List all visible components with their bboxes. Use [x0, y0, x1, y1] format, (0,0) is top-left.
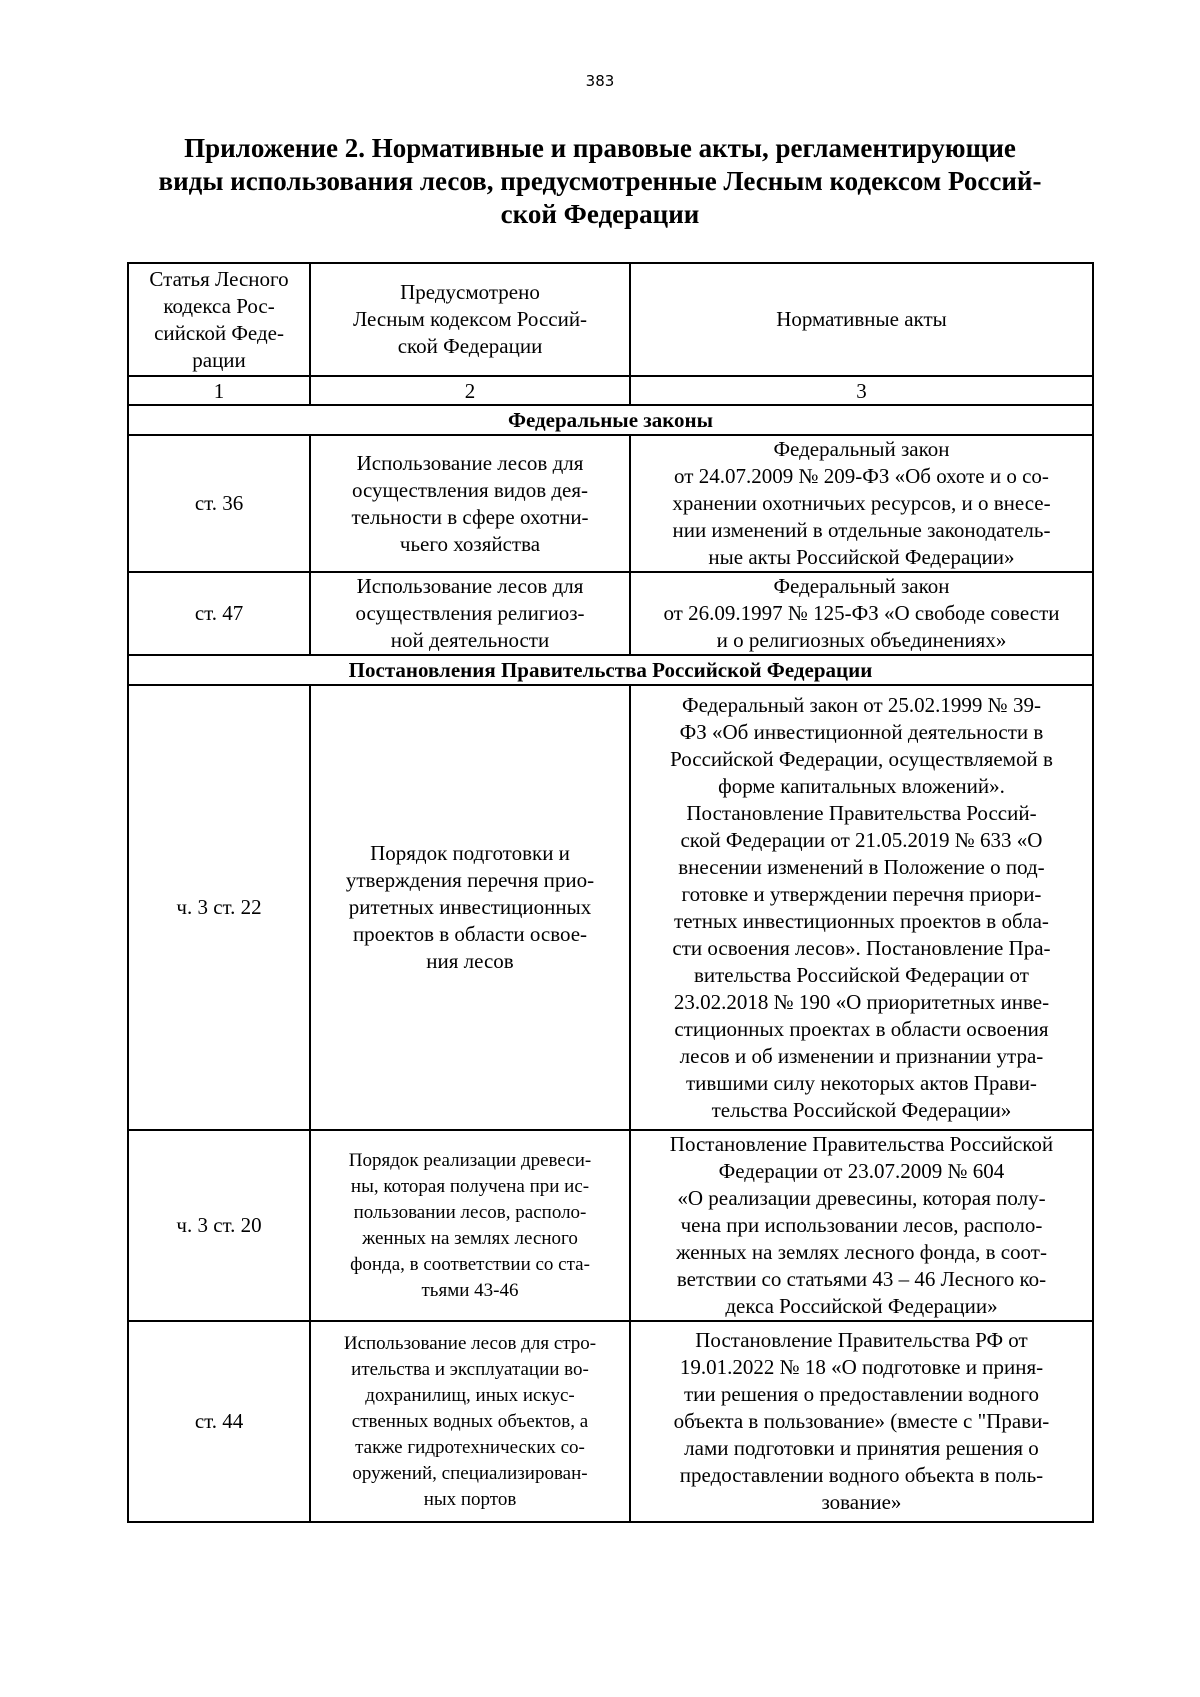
- table-row: [128, 572, 1093, 655]
- cell-line: Федеральный закон: [773, 437, 950, 461]
- cell-line: Постановление Правительства РФ от: [695, 1328, 1028, 1352]
- column-number-row: [128, 376, 1093, 405]
- cell-line: ния лесов: [426, 949, 514, 973]
- table-row: [128, 1130, 1093, 1321]
- cell-line: декса Российской Федерации»: [725, 1294, 998, 1318]
- column-number: 1: [128, 376, 310, 405]
- cell-line: сти освоения лесов». Постановление Пра-: [672, 935, 1051, 960]
- cell-line: 19.01.2022 № 18 «О подготовке и приня-: [679, 1355, 1044, 1379]
- article-cell: ст. 47: [128, 572, 310, 655]
- article-cell: ч. 3 ст. 20: [128, 1130, 310, 1321]
- cell-line: ветствии со статьями 43 – 46 Лесного ко-: [676, 1267, 1047, 1291]
- cell-line: ной деятельности: [390, 628, 550, 652]
- cell-line: тьями 43-46: [421, 1279, 519, 1301]
- cell-line: ные акты Российской Федерации»: [708, 545, 1015, 569]
- cell-line: тельности в сфере охотни-: [351, 504, 589, 529]
- header-line: Предусмотрено: [400, 280, 540, 304]
- header-line: сийской Феде-: [154, 320, 284, 345]
- cell-line: зование»: [821, 1490, 902, 1514]
- cell-line: чена при использовании лесов, располо-: [680, 1213, 1043, 1237]
- cell-line: утверждения перечня прио-: [345, 868, 595, 892]
- cell-line: Федеральный закон: [773, 574, 950, 598]
- header-line: Нормативные акты: [776, 307, 947, 331]
- article-cell: ст. 36: [128, 435, 310, 572]
- cell-line: «О реализации древесины, которая полу-: [677, 1186, 1046, 1210]
- header-article: [128, 263, 310, 376]
- header-acts: [630, 263, 1093, 376]
- cell-line: ской Федерации от 21.05.2019 № 633 «О: [680, 827, 1043, 852]
- cell-line: проектов в области освое-: [352, 922, 588, 946]
- cell-line: ФЗ «Об инвестиционной деятельности в: [679, 719, 1044, 744]
- cell-line: Использование лесов для: [356, 450, 584, 475]
- cell-line: нии изменений в отдельные законодатель-: [672, 518, 1051, 542]
- header-line: ской Федерации: [397, 334, 543, 358]
- section-row: [128, 405, 1093, 435]
- table-header-row: [128, 263, 1093, 376]
- header-line: кодекса Рос-: [163, 293, 275, 318]
- cell-line: ственных водных объектов, а: [351, 1410, 589, 1432]
- cell-line: пользовании лесов, располо-: [353, 1201, 587, 1223]
- cell-line: ритетных инвестиционных: [348, 895, 592, 919]
- acts-cell: [630, 685, 1093, 1130]
- provision-cell: [310, 435, 630, 572]
- cell-line: женных на землях лесного: [362, 1227, 578, 1249]
- column-number: 2: [310, 376, 630, 405]
- header-provision: [310, 263, 630, 376]
- cell-line: от 26.09.1997 № 125-ФЗ «О свободе совести: [663, 601, 1060, 625]
- cell-line: также гидротехнических со-: [355, 1436, 585, 1458]
- cell-line: от 24.07.2009 № 209-ФЗ «Об охоте и о со-: [674, 464, 1049, 488]
- cell-line: осуществления религиоз-: [355, 601, 585, 625]
- header-line: Статья Лесного: [149, 266, 289, 291]
- cell-line: Порядок подготовки и: [370, 841, 570, 865]
- cell-line: тельства Российской Федерации»: [711, 1097, 1012, 1122]
- section-row: [128, 655, 1093, 685]
- cell-line: Использование лесов для: [356, 574, 584, 598]
- cell-line: и о религиозных объединениях»: [716, 628, 1007, 652]
- cell-line: объекта в пользование» (вместе с "Прави-: [673, 1409, 1050, 1433]
- cell-line: предоставлении водного объекта в поль-: [679, 1463, 1044, 1487]
- table-row: [128, 1321, 1093, 1522]
- cell-line: Постановление Правительства Российской: [669, 1132, 1054, 1156]
- cell-line: фонда, в соответствии со ста-: [350, 1253, 590, 1275]
- cell-line: лесов и об изменении и признании утра-: [679, 1043, 1044, 1068]
- cell-line: ных портов: [423, 1488, 517, 1510]
- header-line: рации: [192, 347, 246, 372]
- cell-line: Федерации от 23.07.2009 № 604: [718, 1159, 1005, 1183]
- cell-line: тии решения о предоставлении водного: [683, 1382, 1039, 1406]
- appendix-title: [118, 132, 1082, 231]
- cell-line: внесении изменений в Положение о под-: [678, 854, 1045, 879]
- cell-line: стиционных проектах в области освоения: [674, 1016, 1049, 1041]
- acts-cell: [630, 572, 1093, 655]
- section-federal-laws: Федеральные законы: [128, 405, 1093, 435]
- cell-line: Российской Федерации, осуществляемой в: [670, 746, 1053, 771]
- cell-line: тетных инвестиционных проектов в обла-: [674, 908, 1049, 933]
- cell-line: 23.02.2018 № 190 «О приоритетных инве-: [673, 989, 1050, 1014]
- provision-cell: [310, 1321, 630, 1522]
- cell-line: тившими силу некоторых актов Прави-: [686, 1070, 1037, 1095]
- provision-cell: [310, 685, 630, 1130]
- cell-line: вительства Российской Федерации от: [693, 962, 1029, 987]
- cell-line: Использование лесов для стро-: [343, 1332, 597, 1354]
- cell-line: чьего хозяйства: [399, 531, 541, 556]
- acts-cell: [630, 1130, 1093, 1321]
- cell-line: женных на землях лесного фонда, в соот-: [676, 1240, 1047, 1264]
- acts-cell: [630, 1321, 1093, 1522]
- provision-cell: [310, 572, 630, 655]
- article-cell: ч. 3 ст. 22: [128, 685, 310, 1130]
- cell-line: Постановление Правительства Россий-: [686, 800, 1037, 825]
- title-line: Приложение 2. Нормативные и правовые акты, регламентирующие: [184, 133, 1016, 163]
- title-line: виды использования лесов, предусмотренные Лесным кодексом Россий-: [158, 166, 1042, 196]
- table-row: [128, 685, 1093, 1130]
- cell-line: оружений, специализирован-: [352, 1462, 588, 1484]
- section-government: Постановления Правительства Российской Федерации: [128, 655, 1093, 685]
- provision-cell: [310, 1130, 630, 1321]
- cell-line: лами подготовки и принятия решения о: [684, 1436, 1039, 1460]
- cell-line: Федеральный закон от 25.02.1999 № 39-: [681, 692, 1041, 717]
- acts-cell: [630, 435, 1093, 572]
- header-line: Лесным кодексом Россий-: [352, 307, 588, 331]
- page-number: 383: [585, 72, 615, 90]
- cell-line: дохранилищ, иных искус-: [365, 1384, 575, 1406]
- article-cell: ст. 44: [128, 1321, 310, 1522]
- column-number: 3: [630, 376, 1093, 405]
- normative-acts-table: [127, 262, 1094, 1523]
- cell-line: хранении охотничьих ресурсов, и о внесе-: [672, 491, 1051, 515]
- cell-line: осуществления видов дея-: [351, 477, 589, 502]
- cell-line: ительства и эксплуатации во-: [351, 1358, 589, 1380]
- title-line: ской Федерации: [500, 199, 700, 229]
- cell-line: Порядок реализации древеси-: [348, 1149, 592, 1171]
- cell-line: ны, которая получена при ис-: [350, 1175, 590, 1197]
- table-row: [128, 435, 1093, 572]
- cell-line: готовке и утверждении перечня приори-: [681, 881, 1042, 906]
- cell-line: форме капитальных вложений».: [718, 773, 1005, 798]
